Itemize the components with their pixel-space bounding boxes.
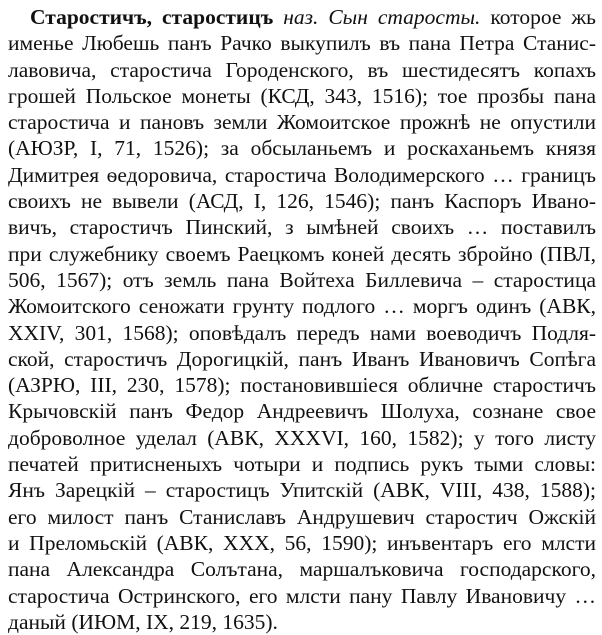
entry-line: именье Любешь панъ Рачко выкупилъ въ пана Петра Станис-: [8, 31, 596, 56]
entry-line: своихъ не вывели (АСД, I, 126, 1546); панъ Каспоръ Ивано-: [8, 189, 596, 214]
entry-line: при служебнику своемъ Раецкомъ коней десять збройно (ПВЛ,: [8, 241, 596, 266]
entry-text: которое жь: [490, 5, 596, 29]
entry-line: вичъ, старостичъ Пинский, з ымѣней своихъ … поставилъ: [8, 215, 596, 240]
entry-line: (АЮЗР, I, 71, 1526); за обсыланьемъ и роскаханьемъ князя: [8, 136, 596, 161]
entry-line: лавовича, старостича Городенского, въ шестидесятъ копахъ: [8, 57, 596, 82]
entry-line: Крычовскій панъ Федор Андреевичъ Шолуха, сознане свое: [8, 399, 596, 424]
entry-line: старостича и пановъ земли Жомоитское прожнѣ не опустили: [8, 110, 596, 135]
entry-line: Янъ Зарецкій – старостицъ Упитскій (АВК, VIII, 438, 1588);: [8, 478, 596, 503]
entry-line: [8, 4, 596, 30]
entry-line: его милост панъ Станиславъ Андрушевич старостич Ожскій: [8, 504, 596, 529]
entry-line: XXIV, 301, 1568); оповѣдалъ передъ нами воеводичъ Подля-: [8, 320, 596, 345]
entry-line: Жомоитского сеножати грунту подлого … моргъ одинъ (АВК,: [8, 294, 596, 319]
entry-line: доброволное уделал (АВК, XXXVI, 160, 1582); у того листу: [8, 425, 596, 450]
entry-line: (АЗРЮ, III, 230, 1578); постановившіеся обличне старостичъ: [8, 373, 596, 398]
entry-line: печатей притисненыхъ чотыри и подпись рукъ тыми словы:: [8, 452, 596, 477]
entry-line: ской, старостичъ Дорогицкій, панъ Иванъ Ивановичъ Сопѣга: [8, 346, 596, 371]
entry-line: Димитрея ѳедоровича, старостича Володимерского … границъ: [8, 162, 596, 187]
entry-headword: Старостичъ, старостицъ: [30, 5, 274, 29]
entry-line: и Преломьскій (АВК, ХХХ, 56, 1590); инъвентаръ его млсти: [8, 530, 596, 555]
entry-line: 506, 1567); отъ земль пана Войтеха Биллевича – старостица: [8, 267, 596, 292]
entry-line: старостича Остринского, его млсти пану Павлу Ивановичу …: [8, 583, 596, 608]
entry-line: грошей Польское монеты (КСД, 343, 1516); тое прозбы пана: [8, 83, 596, 108]
entry-line: даный (ИЮМ, IX, 219, 1635).: [8, 609, 278, 634]
entry-grammar: наз. Сын старосты.: [283, 5, 481, 29]
entry-line: пана Александра Солътана, маршалъковича господарского,: [8, 557, 596, 582]
